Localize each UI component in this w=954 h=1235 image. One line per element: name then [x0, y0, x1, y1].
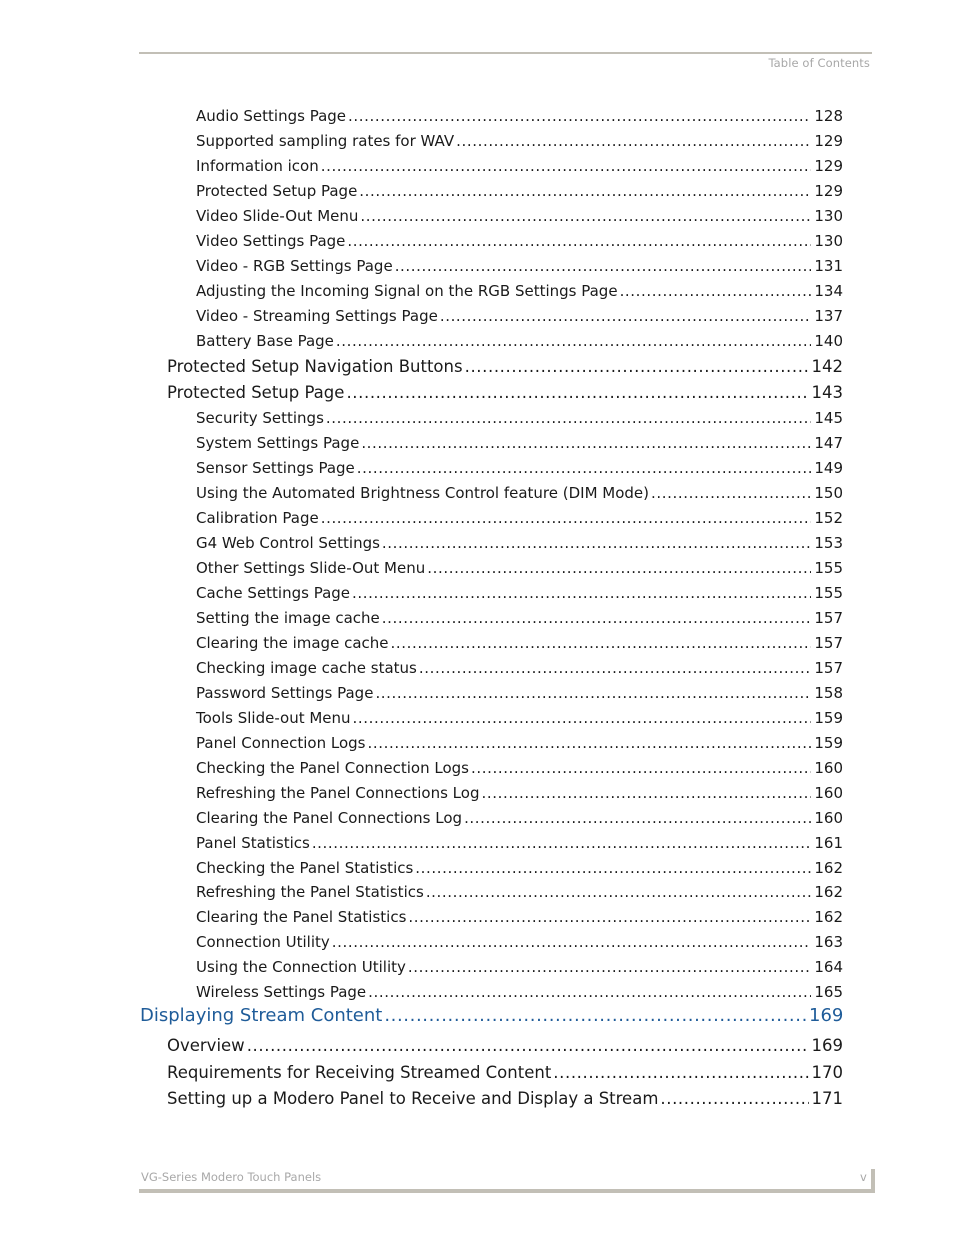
toc-dot-leader [471, 759, 811, 777]
toc-page-number: 153 [814, 534, 843, 552]
toc-dot-leader [553, 1063, 809, 1082]
toc-entry-title: Video Slide-Out Menu [196, 207, 359, 225]
toc-entry-title: Clearing the Panel Connections Log [196, 809, 463, 827]
toc-entry-title: Cache Settings Page [196, 584, 351, 602]
toc-subsection-entry[interactable] [196, 859, 843, 877]
toc-subsection-entry[interactable] [196, 933, 843, 951]
toc-section-entry[interactable] [167, 1036, 843, 1055]
toc-subsection-entry[interactable] [196, 409, 843, 427]
toc-entry-title: Clearing the Panel Statistics [196, 908, 407, 926]
toc-subsection-entry[interactable] [196, 584, 843, 602]
toc-entry-title: Panel Statistics [196, 834, 310, 852]
toc-subsection-entry[interactable] [196, 282, 843, 300]
toc-entry-title: Refreshing the Panel Connections Log [196, 784, 480, 802]
toc-page-number: 137 [814, 307, 843, 325]
toc-entry-title: Setting the image cache [196, 609, 380, 627]
toc-dot-leader [426, 883, 811, 901]
toc-subsection-entry[interactable] [196, 132, 843, 150]
toc-dot-leader [312, 834, 811, 852]
toc-subsection-entry[interactable] [196, 684, 843, 702]
toc-page-number: 169 [809, 1005, 844, 1026]
toc-subsection-entry[interactable] [196, 207, 843, 225]
toc-entry-title: Checking image cache status [196, 659, 417, 677]
toc-subsection-entry[interactable] [196, 734, 843, 752]
toc-page-number: 164 [814, 958, 843, 976]
toc-page-number: 162 [814, 908, 843, 926]
toc-dot-leader [382, 534, 811, 552]
toc-entry-title: Clearing the image cache [196, 634, 389, 652]
toc-page-number: 140 [814, 332, 843, 350]
toc-entry-title: Panel Connection Logs [196, 734, 366, 752]
toc-subsection-entry[interactable] [196, 609, 843, 627]
toc-page-number: 129 [814, 132, 843, 150]
toc-page-number: 157 [814, 659, 843, 677]
toc-entry-title: Setting up a Modero Panel to Receive and Display a Stream [167, 1089, 659, 1108]
toc-subsection-entry[interactable] [196, 509, 843, 527]
toc-subsection-entry[interactable] [196, 883, 843, 901]
toc-section-entry[interactable] [167, 1063, 843, 1082]
toc-entry-title: G4 Web Control Settings [196, 534, 380, 552]
toc-dot-leader [465, 357, 809, 376]
toc-dot-leader [336, 332, 811, 350]
toc-entry-title: Requirements for Receiving Streamed Content [167, 1063, 552, 1082]
toc-dot-leader [440, 307, 811, 325]
toc-subsection-entry[interactable] [196, 257, 843, 275]
toc-dot-leader [481, 784, 811, 802]
toc-page-number: 143 [811, 383, 843, 402]
footer-document-title: VG-Series Modero Touch Panels [141, 1170, 322, 1184]
toc-subsection-entry[interactable] [196, 834, 843, 852]
toc-dot-leader [321, 157, 811, 175]
toc-subsection-entry[interactable] [196, 484, 843, 502]
toc-entry-title: Video - Streaming Settings Page [196, 307, 438, 325]
toc-entry-title: Overview [167, 1036, 245, 1055]
toc-dot-leader [382, 609, 811, 627]
toc-entry-title: Protected Setup Page [196, 182, 358, 200]
toc-subsection-entry[interactable] [196, 182, 843, 200]
toc-dot-leader [361, 434, 811, 452]
toc-page-number: 160 [814, 784, 843, 802]
toc-page-number: 169 [811, 1036, 843, 1055]
toc-dot-leader [391, 634, 812, 652]
toc-page-number: 161 [814, 834, 843, 852]
toc-entry-title: Protected Setup Navigation Buttons [167, 357, 463, 376]
toc-page-number: 157 [814, 634, 843, 652]
toc-entry-title: Using the Automated Brightness Control feature (DIM Mode) [196, 484, 650, 502]
toc-dot-leader [464, 809, 811, 827]
toc-entry-title: Sensor Settings Page [196, 459, 355, 477]
toc-entry-title: Protected Setup Page [167, 383, 345, 402]
toc-entry-title: Battery Base Page [196, 332, 334, 350]
toc-subsection-entry[interactable] [196, 559, 843, 577]
toc-page-number: 155 [814, 584, 843, 602]
toc-page-number: 152 [814, 509, 843, 527]
toc-dot-leader [352, 584, 811, 602]
toc-subsection-entry[interactable] [196, 659, 843, 677]
footer-rule [139, 1189, 875, 1193]
toc-page-number: 150 [814, 484, 843, 502]
toc-entry-title: Audio Settings Page [196, 107, 347, 125]
toc-page-number: 155 [814, 559, 843, 577]
toc-dot-leader [384, 1005, 807, 1026]
footer-corner-mark [871, 1169, 875, 1193]
toc-entry-title: Checking the Panel Connection Logs [196, 759, 469, 777]
toc-subsection-entry[interactable] [196, 983, 843, 1001]
toc-dot-leader [353, 709, 811, 727]
toc-page-number: 165 [814, 983, 843, 1001]
toc-entry-title: Using the Connection Utility [196, 958, 406, 976]
header-section-title: Table of Contents [768, 56, 870, 70]
toc-entry-title: Wireless Settings Page [196, 983, 367, 1001]
toc-entry-title: Video Settings Page [196, 232, 346, 250]
toc-entry-title: Information icon [196, 157, 319, 175]
toc-dot-leader [651, 484, 811, 502]
toc-subsection-entry[interactable] [196, 709, 843, 727]
toc-dot-leader [321, 509, 811, 527]
toc-section-entry[interactable] [167, 1089, 843, 1108]
toc-subsection-entry[interactable] [196, 434, 843, 452]
toc-entry-title: Tools Slide-out Menu [196, 709, 351, 727]
toc-entry-title: Checking the Panel Statistics [196, 859, 414, 877]
toc-page-number: 134 [814, 282, 843, 300]
toc-dot-leader [326, 409, 811, 427]
toc-subsection-entry[interactable] [196, 157, 843, 175]
toc-page-number: 142 [811, 357, 843, 376]
toc-entry-title: Adjusting the Incoming Signal on the RGB Settings Page [196, 282, 618, 300]
toc-page-number: 160 [814, 759, 843, 777]
toc-subsection-entry[interactable] [196, 958, 843, 976]
toc-dot-leader [620, 282, 811, 300]
toc-subsection-entry[interactable] [196, 459, 843, 477]
toc-page-number: 128 [814, 107, 843, 125]
toc-subsection-entry[interactable] [196, 784, 843, 802]
toc-page-number: 129 [814, 182, 843, 200]
toc-section-entry[interactable] [167, 357, 843, 376]
toc-entry-title: Refreshing the Panel Statistics [196, 883, 424, 901]
toc-dot-leader [357, 459, 811, 477]
toc-dot-leader [456, 132, 811, 150]
toc-subsection-entry[interactable] [196, 759, 843, 777]
toc-dot-leader [408, 908, 811, 926]
toc-dot-leader [347, 232, 811, 250]
toc-page-number: 131 [814, 257, 843, 275]
toc-section-entry[interactable] [167, 383, 843, 402]
toc-page-number: 147 [814, 434, 843, 452]
toc-entry-title: Security Settings [196, 409, 324, 427]
toc-dot-leader [419, 659, 811, 677]
toc-entry-title: Supported sampling rates for WAV [196, 132, 455, 150]
toc-entry-title: Calibration Page [196, 509, 319, 527]
toc-entry-title: System Settings Page [196, 434, 360, 452]
toc-dot-leader [346, 383, 809, 402]
toc-chapter-entry[interactable] [140, 1005, 843, 1026]
toc-entry-title: Connection Utility [196, 933, 330, 951]
toc-page-number: 162 [814, 859, 843, 877]
toc-entry-title: Displaying Stream Content [140, 1005, 383, 1026]
toc-page-number: 159 [814, 734, 843, 752]
toc-page-number: 149 [814, 459, 843, 477]
header-rule [139, 52, 872, 54]
toc-subsection-entry[interactable] [196, 332, 843, 350]
toc-page-number: 158 [814, 684, 843, 702]
toc-page-number: 171 [811, 1089, 843, 1108]
toc-entry-title: Other Settings Slide-Out Menu [196, 559, 426, 577]
toc-subsection-entry[interactable] [196, 534, 843, 552]
toc-page-number: 145 [814, 409, 843, 427]
toc-dot-leader [415, 859, 811, 877]
toc-dot-leader [427, 559, 811, 577]
toc-subsection-entry[interactable] [196, 634, 843, 652]
toc-page-number: 130 [814, 207, 843, 225]
footer-page-number: v [860, 1170, 867, 1184]
toc-dot-leader [359, 182, 811, 200]
toc-dot-leader [332, 933, 811, 951]
toc-subsection-entry[interactable] [196, 307, 843, 325]
toc-page-number: 170 [811, 1063, 843, 1082]
toc-dot-leader [367, 734, 811, 752]
toc-dot-leader [660, 1089, 809, 1108]
toc-subsection-entry[interactable] [196, 908, 843, 926]
toc-subsection-entry[interactable] [196, 232, 843, 250]
toc-subsection-entry[interactable] [196, 107, 843, 125]
toc-dot-leader [408, 958, 811, 976]
toc-entry-title: Password Settings Page [196, 684, 374, 702]
toc-dot-leader [348, 107, 811, 125]
toc-page-number: 163 [814, 933, 843, 951]
toc-entry-title: Video - RGB Settings Page [196, 257, 393, 275]
toc-dot-leader [247, 1036, 809, 1055]
toc-page-number: 129 [814, 157, 843, 175]
toc-page-number: 160 [814, 809, 843, 827]
toc-dot-leader [375, 684, 811, 702]
toc-page-number: 157 [814, 609, 843, 627]
toc-page-number: 130 [814, 232, 843, 250]
toc-dot-leader [360, 207, 811, 225]
toc-subsection-entry[interactable] [196, 809, 843, 827]
toc-page-number: 162 [814, 883, 843, 901]
toc-dot-leader [368, 983, 811, 1001]
toc-dot-leader [395, 257, 811, 275]
toc-page-number: 159 [814, 709, 843, 727]
